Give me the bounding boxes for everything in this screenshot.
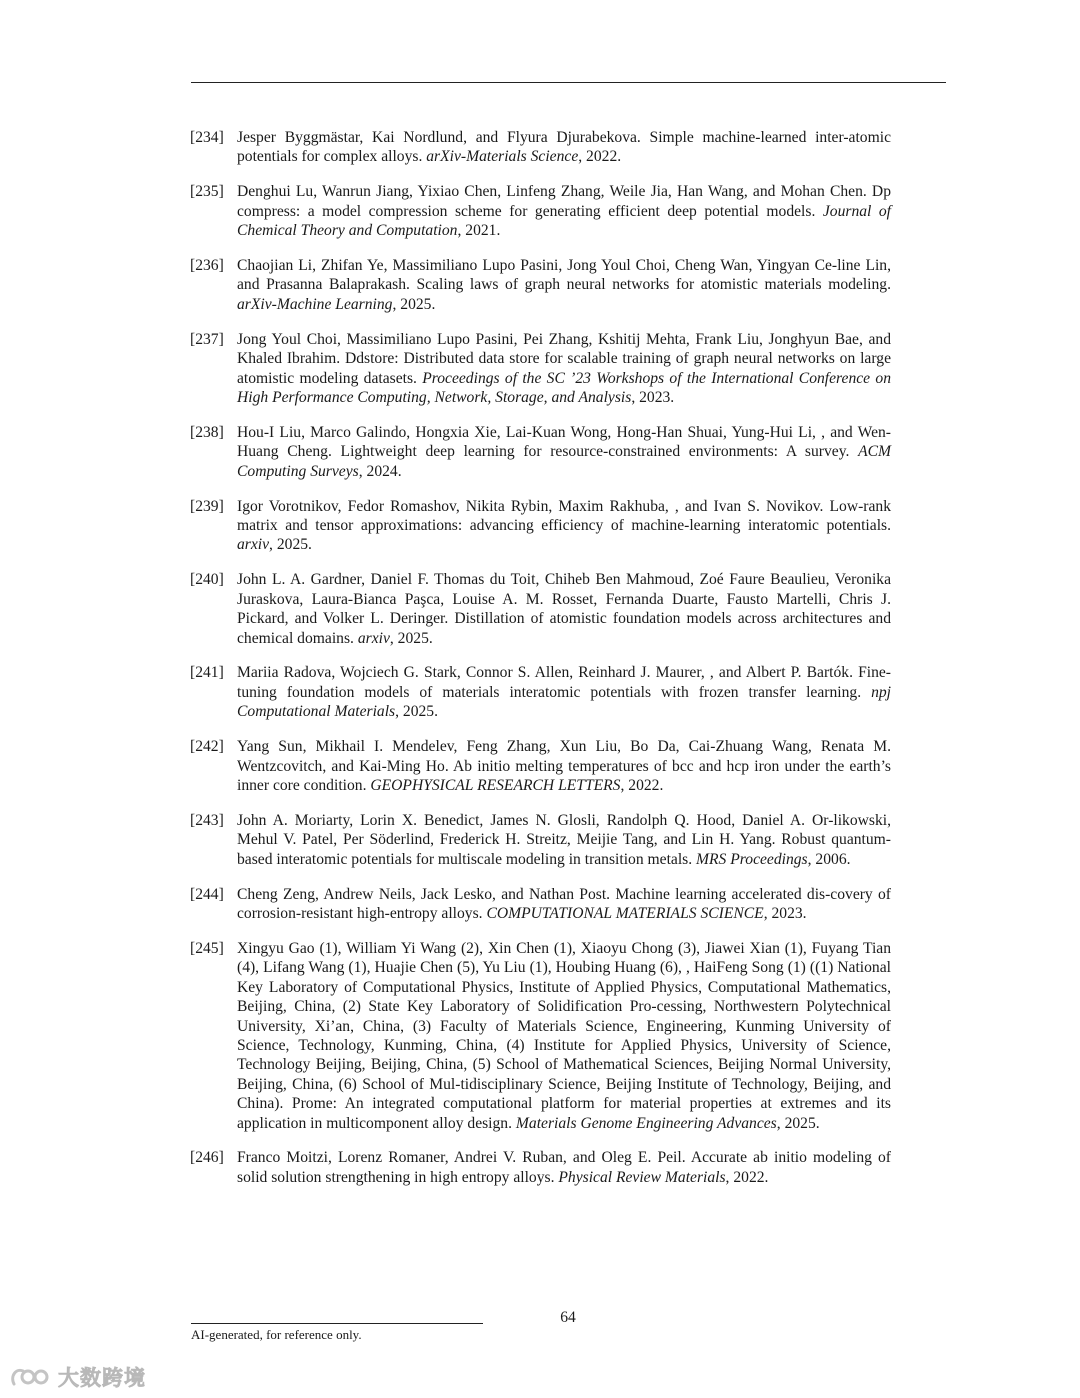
reference-text: Jesper Byggmästar, Kai Nordlund, and Flyura Djurabekova. Simple machine-learned inter-atomic potentials for complex alloys. [237, 129, 891, 166]
references-list [190, 128, 891, 1203]
reference-tail: , 2022. [620, 776, 664, 794]
reference-text: John A. Moriarty, Lorin X. Benedict, James N. Glosli, Randolph Q. Hood, Daniel A. Or-likowski, Mehul V. Patel, Per Söderlind, Frederick H. Streitz, Meijie Tang, and Lin H. Yang. Robust quantum-based interatomic potentials for multiscale modeling in transition metals. [237, 811, 891, 868]
reference-number: [241] [190, 664, 224, 682]
reference-tail: , 2024. [358, 462, 402, 480]
reference-venue: Physical Review Materials [558, 1168, 726, 1186]
reference-tail: , 2023. [631, 388, 675, 406]
reference-tail: , 2025. [389, 629, 433, 647]
reference-venue: Journal of Chemical Theory and Computation [237, 202, 892, 240]
reference-venue: Proceedings of the SC ’23 Workshops of the International Conference on High Performance Computing, Network, Storage, and Analysis [237, 369, 891, 406]
reference-tail: , 2025. [392, 295, 436, 313]
reference-text: Igor Vorotnikov, Fedor Romashov, Nikita Rybin, Maxim Rakhuba, , and Ivan S. Novikov. Low-rank matrix and tensor approximations: advancing efficiency of machine-learning interatomic potentials. [237, 497, 891, 534]
reference-number: [243] [190, 811, 224, 829]
reference-number: [242] [190, 738, 224, 756]
reference-venue: arXiv-Machine Learning [237, 295, 393, 313]
footnote: AI-generated, for reference only. [191, 1327, 362, 1342]
reference-tail: , 2025. [776, 1114, 820, 1132]
reference-venue: npj Computational Materials [237, 683, 891, 721]
reference-venue: MRS Proceedings [696, 850, 808, 868]
footnote-rule [191, 1323, 483, 1324]
reference-number: [239] [190, 497, 224, 515]
reference-number: [237] [190, 330, 224, 348]
reference-number: [234] [190, 129, 224, 146]
reference-text: John L. A. Gardner, Daniel F. Thomas du Toit, Chiheb Ben Mahmoud, Zoé Faure Beaulieu, Veronika Juraskova, Laura-Bianca Paşca, Louise A. M. Rosset, Fernanda Duarte, Fausto Martelli, Chris J. Pickard, and Volker L. Deringer. Distillation of atomistic foundation models across architectures and chemical domains. [237, 571, 891, 647]
reference-tail: , 2006. [807, 850, 851, 868]
reference-entry [190, 737, 891, 795]
reference-entry [190, 663, 891, 721]
reference-entry [190, 256, 891, 314]
reference-number: [235] [190, 183, 224, 201]
reference-number: [246] [190, 1149, 224, 1167]
header-rule [191, 82, 946, 83]
watermark-text: 大数跨境 [58, 1366, 146, 1390]
reference-text: Jong Youl Choi, Massimiliano Lupo Pasini, Pei Zhang, Kshitij Mehta, Frank Liu, Jonghyun Bae, and Khaled Ibrahim. Ddstore: Distributed data store for scalable training of graph neural networks on large atomistic modeling datasets. [237, 330, 891, 387]
reference-number: [240] [190, 571, 224, 589]
reference-text: Cheng Zeng, Andrew Neils, Jack Lesko, and Nathan Post. Machine learning accelerated dis-covery of corrosion-resistant high-entropy alloys. [237, 885, 891, 922]
reference-text: Xingyu Gao (1), William Yi Wang (2), Xin Chen (1), Xiaoyu Chong (3), Jiawei Xian (1), Fuyang Tian (4), Lifang Wang (1), Huajie Chen (5), Yu Liu (1), Houbing Huang (6), , HaiFeng Song (1) ((1) National Key Laboratory of Computational Physics, Institute of Applied Physics, Computational Mathematics, Beijing, China, (2) State Key Laboratory of Solidification Pro-cessing, Northwestern Polytechnical University, Xi’an, China, (3) Faculty of Materials Science, Engineering, Kunming University of Science, Technology, Kunming, China, (4) Institute for Applied Physics, University of Science, Technology Beijing, Beijing, China, (5) School of Mathematical Sciences, Beijing Normal University, Beijing, China, (6) School of Mul-tidisciplinary Science, Beijing Institute of Technology, Beijing, and China). Prome: An integrated computational platform for material properties at extremes and its application in multicomponent alloy design. [237, 939, 891, 1132]
reference-entry [190, 885, 891, 924]
reference-number: [236] [190, 257, 224, 275]
reference-number: [244] [190, 885, 224, 903]
page-number: 64 [560, 1309, 576, 1326]
reference-number: [245] [190, 939, 224, 957]
reference-venue: COMPUTATIONAL MATERIALS SCIENCE [486, 905, 764, 922]
watermark [8, 1362, 146, 1392]
reference-tail: , 2021. [457, 222, 501, 240]
reference-venue: GEOPHYSICAL RESEARCH LETTERS [370, 776, 621, 794]
reference-entry [190, 570, 891, 648]
reference-entry [190, 423, 891, 481]
reference-text: Yang Sun, Mikhail I. Mendelev, Feng Zhang, Xun Liu, Bo Da, Cai-Zhuang Wang, Renata M. Wentzcovitch, and Kai-Ming Ho. Ab initio melting temperatures of bcc and hcp iron under the earth’s inner core condition. [237, 738, 891, 794]
reference-venue: arXiv-Materials Science [426, 148, 579, 166]
reference-tail: , 2025. [269, 536, 312, 554]
reference-text: Mariia Radova, Wojciech G. Stark, Connor S. Allen, Reinhard J. Maurer, , and Albert P. Bartók. Fine-tuning foundation models of materials interatomic potentials with frozen transfer learning. [237, 664, 891, 701]
reference-entry [190, 1148, 891, 1187]
reference-entry [190, 939, 891, 1133]
reference-text: Franco Moitzi, Lorenz Romaner, Andrei V. Ruban, and Oleg E. Peil. Accurate ab initio modeling of solid solution strengthening in high entropy alloys. [237, 1149, 891, 1186]
reference-text: Hou-I Liu, Marco Galindo, Hongxia Xie, Lai-Kuan Wong, Hong-Han Shuai, Yung-Hui Li, , and Wen-Huang Cheng. Lightweight deep learning for resource-constrained environments: A survey. [237, 423, 891, 461]
reference-entry [190, 330, 891, 408]
reference-venue: arxiv [357, 629, 390, 647]
reference-number: [238] [190, 423, 224, 441]
reference-tail: , 2023. [763, 905, 807, 922]
reference-text: Denghui Lu, Wanrun Jiang, Yixiao Chen, Linfeng Zhang, Weile Jia, Han Wang, and Mohan Chen. Dp compress: a model compression scheme for generating efficient deep potential models. [237, 183, 891, 220]
reference-tail: , 2025. [395, 703, 438, 721]
reference-venue: arxiv [237, 536, 270, 554]
reference-tail: , 2022. [725, 1168, 769, 1186]
reference-tail: , 2022. [578, 148, 622, 166]
reference-text: Chaojian Li, Zhifan Ye, Massimiliano Lupo Pasini, Jong Youl Choi, Cheng Wan, Yingyan Ce-line Lin, and Prasanna Balaprakash. Scaling laws of graph neural networks for atomistic materials modeling. [237, 257, 891, 294]
reference-entry [190, 497, 891, 555]
reference-entry [190, 182, 891, 240]
reference-venue: Materials Genome Engineering Advances [515, 1114, 777, 1132]
reference-entry [190, 128, 891, 167]
watermark-logo-icon [8, 1362, 52, 1392]
reference-venue: ACM Computing Surveys [237, 443, 891, 480]
reference-entry [190, 811, 891, 869]
